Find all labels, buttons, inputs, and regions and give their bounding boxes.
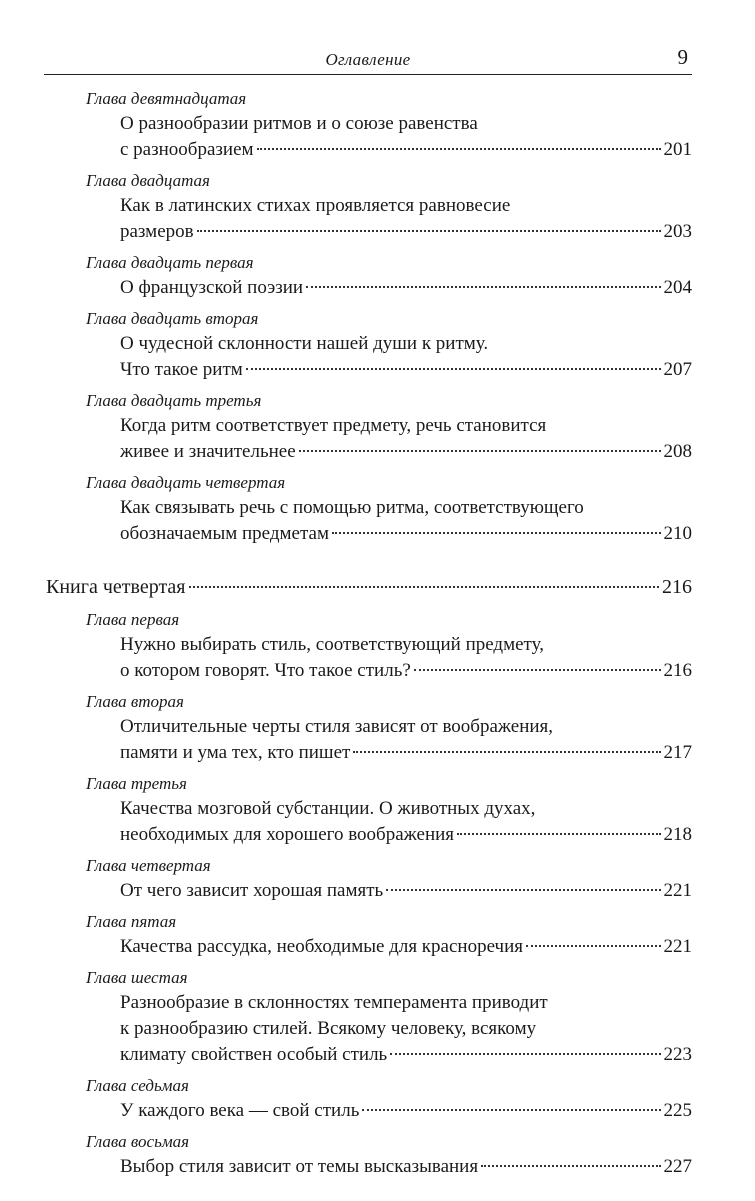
dot-leader xyxy=(306,286,660,288)
chapter-page-ref: 225 xyxy=(663,1100,692,1121)
chapter-title-line xyxy=(120,275,692,301)
chapter-title-text: памяти и ума тех, кто пишет xyxy=(120,742,351,763)
toc-entry[interactable] xyxy=(86,306,692,383)
chapter-title-line xyxy=(120,521,692,547)
chapter-label: Глава шестая xyxy=(86,968,188,987)
chapters-after-group xyxy=(0,607,755,1180)
toc-entry[interactable] xyxy=(86,771,692,848)
chapter-title xyxy=(120,632,692,684)
chapter-title-text: климату свойствен особый стиль xyxy=(120,1044,388,1065)
chapter-title xyxy=(120,796,692,848)
dot-leader xyxy=(197,230,661,232)
toc-entry[interactable] xyxy=(86,607,692,684)
chapter-title-text: Выбор стиля зависит от темы высказывания xyxy=(120,1156,479,1177)
chapter-title xyxy=(120,1098,692,1124)
dot-leader xyxy=(257,148,661,150)
chapter-title-line xyxy=(120,137,692,163)
chapter-title-text: необходимых для хорошего воображения xyxy=(120,824,455,845)
chapter-title-line xyxy=(120,413,692,439)
chapter-title-text: о котором говорят. Что такое стиль? xyxy=(120,660,411,681)
dot-leader xyxy=(457,833,660,835)
chapter-title-text: живее и значительнее xyxy=(120,441,296,462)
chapter-label: Глава двадцатая xyxy=(86,171,210,190)
chapter-title xyxy=(120,111,692,163)
chapter-title-line xyxy=(120,878,692,904)
toc-entry[interactable] xyxy=(86,1073,692,1124)
chapter-title xyxy=(120,331,692,383)
chapter-page-ref: 201 xyxy=(663,139,692,160)
toc-entry[interactable] xyxy=(86,965,692,1068)
dot-leader xyxy=(386,889,660,891)
chapter-title-line xyxy=(120,331,692,357)
chapter-title-line xyxy=(120,822,692,848)
chapter-label: Глава восьмая xyxy=(86,1132,190,1151)
chapter-title-text: с разнообразием xyxy=(120,139,254,160)
chapter-title-line xyxy=(120,658,692,684)
chapter-title-text: Разнообразие в склонностях темперамента приводит xyxy=(120,992,548,1013)
chapter-label: Глава пятая xyxy=(86,912,177,931)
chapter-page-ref: 223 xyxy=(663,1044,692,1065)
toc-entry[interactable] xyxy=(86,909,692,960)
dot-leader xyxy=(390,1053,660,1055)
chapter-label: Глава двадцать первая xyxy=(86,253,254,272)
chapter-title-line xyxy=(120,495,692,521)
chapter-title-line xyxy=(120,740,692,766)
chapter-page-ref: 203 xyxy=(663,221,692,242)
chapter-title-text: Когда ритм соответствует предмету, речь становится xyxy=(120,415,547,436)
chapter-title-text: Качества рассудка, необходимые для красноречия xyxy=(120,936,523,957)
chapter-title-text: к разнообразию стилей. Всякому человеку, всякому xyxy=(120,1018,537,1039)
chapter-title-line xyxy=(120,439,692,465)
chapter-title-text: От чего зависит хорошая память xyxy=(120,880,384,901)
chapter-page-ref: 218 xyxy=(663,824,692,845)
chapter-title-text: О чудесной склонности нашей души к ритму. xyxy=(120,333,489,354)
chapter-label: Глава первая xyxy=(86,610,180,629)
chapter-title xyxy=(120,413,692,465)
toc-entry[interactable] xyxy=(86,250,692,301)
chapter-label: Глава двадцать третья xyxy=(86,391,262,410)
chapter-page-ref: 210 xyxy=(663,523,692,544)
chapter-title-line xyxy=(120,632,692,658)
chapter-title-line xyxy=(120,1016,692,1042)
chapter-page-ref: 204 xyxy=(663,277,692,298)
chapter-label: Глава двадцать вторая xyxy=(86,309,259,328)
chapter-page-ref: 216 xyxy=(663,660,692,681)
dot-leader xyxy=(414,669,661,671)
dot-leader xyxy=(332,532,661,534)
chapter-title-text: Отличительные черты стиля зависят от воображения, xyxy=(120,716,554,737)
running-head-title: Оглавление xyxy=(325,50,411,69)
chapter-title-line xyxy=(120,1098,692,1124)
chapter-label: Глава четвертая xyxy=(86,856,211,875)
toc-entry[interactable] xyxy=(86,1129,692,1180)
chapter-title-text: обозначаемым предметам xyxy=(120,523,329,544)
dot-leader xyxy=(299,450,661,452)
chapter-title-line xyxy=(120,934,692,960)
chapter-title-text: У каждого века — свой стиль xyxy=(120,1100,360,1121)
chapter-title-text: Нужно выбирать стиль, соответствующий предмету, xyxy=(120,634,544,655)
chapter-label: Глава двадцать четвертая xyxy=(86,473,286,492)
chapter-title-text: Как в латинских стихах проявляется равновесие xyxy=(120,195,511,216)
chapter-title-text: Как связывать речь с помощью ритма, соответствующего xyxy=(120,497,584,518)
table-of-contents xyxy=(0,86,755,1185)
chapter-title-text: О французской поэзии xyxy=(120,277,304,298)
chapter-title-line xyxy=(120,796,692,822)
chapter-title-text: Что такое ритм xyxy=(120,359,243,380)
book-page-ref: 216 xyxy=(662,576,692,598)
dot-leader xyxy=(246,368,661,370)
chapter-title-line xyxy=(120,714,692,740)
book-title: Книга четвертая xyxy=(46,576,186,598)
toc-entry[interactable] xyxy=(86,168,692,245)
chapter-title xyxy=(120,1154,692,1180)
chapter-title xyxy=(120,990,692,1068)
chapter-title xyxy=(120,275,692,301)
chapter-title xyxy=(120,878,692,904)
chapter-title-line xyxy=(120,1154,692,1180)
chapter-label: Глава седьмая xyxy=(86,1076,189,1095)
toc-entry[interactable] xyxy=(86,689,692,766)
dot-leader xyxy=(353,751,660,753)
dot-leader xyxy=(481,1165,660,1167)
chapter-label: Глава вторая xyxy=(86,692,184,711)
chapter-title xyxy=(120,934,692,960)
chapter-title-text: О разнообразии ритмов и о союзе равенства xyxy=(120,113,478,134)
chapter-page-ref: 227 xyxy=(663,1156,692,1177)
chapter-page-ref: 208 xyxy=(663,441,692,462)
book-entry[interactable] xyxy=(46,573,692,601)
dot-leader xyxy=(362,1109,660,1111)
chapter-title-line xyxy=(120,1042,692,1068)
chapter-label: Глава девятнадцатая xyxy=(86,89,247,108)
chapter-title-line xyxy=(120,193,692,219)
chapter-title xyxy=(120,714,692,766)
toc-entry[interactable] xyxy=(86,853,692,904)
chapter-page-ref: 217 xyxy=(663,742,692,763)
chapter-title-line xyxy=(120,219,692,245)
chapter-title-line xyxy=(120,111,692,137)
chapter-page-ref: 221 xyxy=(663,936,692,957)
dot-leader xyxy=(526,945,661,947)
chapter-title xyxy=(120,193,692,245)
toc-entry[interactable] xyxy=(86,388,692,465)
chapter-page-ref: 221 xyxy=(663,880,692,901)
running-head xyxy=(44,44,692,75)
chapter-title-line xyxy=(120,357,692,383)
toc-entry[interactable] xyxy=(86,470,692,547)
chapter-title-line xyxy=(120,990,692,1016)
chapters-before-group xyxy=(0,86,755,547)
dot-leader xyxy=(189,586,659,588)
page-number: 9 xyxy=(677,45,688,69)
chapter-title xyxy=(120,495,692,547)
toc-entry[interactable] xyxy=(86,86,692,163)
chapter-title-text: размеров xyxy=(120,221,194,242)
chapter-label: Глава третья xyxy=(86,774,187,793)
chapter-page-ref: 207 xyxy=(663,359,692,380)
chapter-title-text: Качества мозговой субстанции. О животных духах, xyxy=(120,798,536,819)
